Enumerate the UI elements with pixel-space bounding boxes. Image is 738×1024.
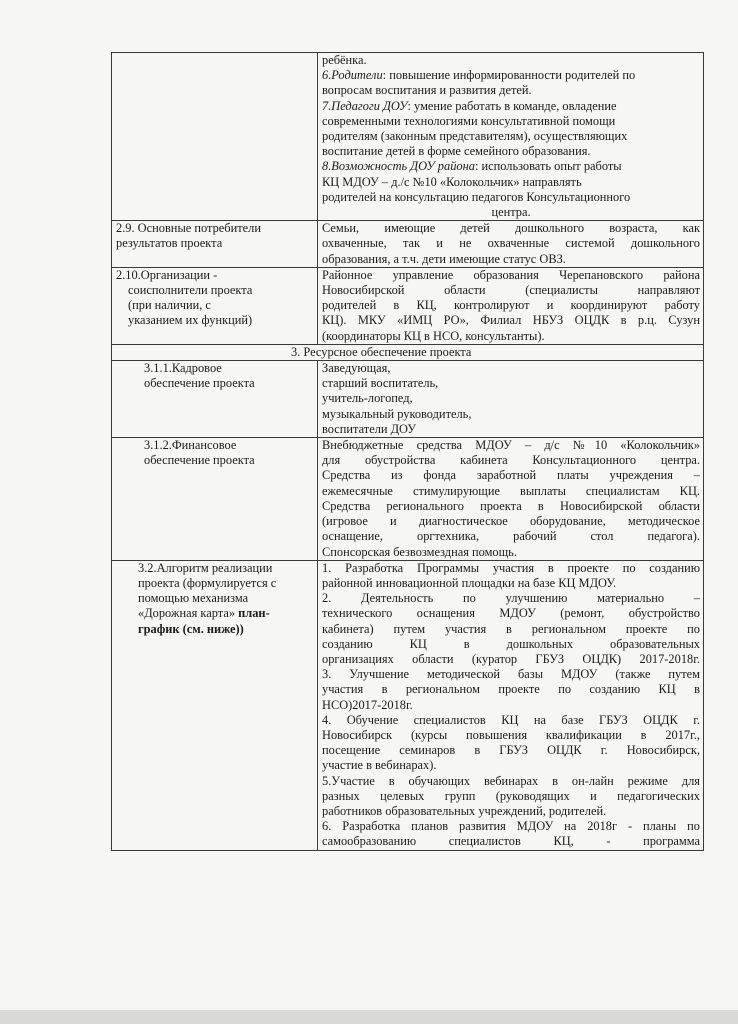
label-line: 2.10.Организации - <box>116 267 218 282</box>
text-line: районной инновационной площадки на базе КЦ МДОУ. <box>322 575 617 590</box>
bold-label-span: план- <box>238 606 270 621</box>
text-line: самообразованию специалистов КЦ, - программа <box>322 834 700 849</box>
row-label-empty <box>112 53 318 221</box>
text-line: оснащение, оргтехника, рабочий стол педагога). <box>322 529 700 544</box>
label-line: 3.2.Алгоритм реализации <box>138 560 273 575</box>
text-line: старший воспитатель, <box>322 376 439 391</box>
project-table <box>111 52 704 851</box>
row-content <box>318 267 704 344</box>
text-line: Внебюджетные средства МДОУ – д/с №10 «Колокольчик» <box>322 438 700 453</box>
text-line: 5.Участие в обучающих вебинарах в он-лайн режиме для <box>322 773 700 788</box>
text-line: родителей в КЦ, контролируют и координируют работу <box>322 298 700 313</box>
label-line: обеспечение проекта <box>144 453 255 468</box>
label-line: соисполнители проекта <box>128 283 253 298</box>
italic-label: 6.Родители <box>322 68 383 83</box>
row-content <box>318 221 704 268</box>
text-line <box>322 159 700 174</box>
text-line: участия в региональном проекте по созданию КЦ в <box>322 682 700 697</box>
row-content <box>318 560 704 850</box>
label-line: (при наличии, с <box>128 298 211 313</box>
text-line: КЦ МДОУ – д./с №10 «Колокольчик» направлять <box>322 174 582 189</box>
text-line: технического оснащения МДОУ (ремонт, обустройство <box>322 606 700 621</box>
text-line: КЦ). МКУ «ИМЦ РО», Филиал НБУЗ ОЦДК в р.ц. Сузун <box>322 313 700 328</box>
scan-edge <box>0 1010 738 1024</box>
table-row <box>112 560 704 850</box>
row-label <box>112 267 318 344</box>
text-line: образования, а т.ч. дети имеющие статус ОВЗ. <box>322 251 566 266</box>
text-line: музыкальный руководитель, <box>322 406 472 421</box>
row-content <box>318 438 704 561</box>
text-line: работников образовательных учреждений, родителей. <box>322 803 607 818</box>
table-row <box>112 361 704 438</box>
text-line: ежемесячные стимулирующие выплаты специалистам КЦ. <box>322 483 700 498</box>
text-line: (координаторы КЦ в НСО, консультанты). <box>322 328 545 343</box>
text-line: Новосибирск (курсы повышения квалификации в 2017г., <box>322 727 700 742</box>
text-line: Средства регионального проекта в Новосибирской области <box>322 498 700 513</box>
table-row <box>112 438 704 561</box>
text-line: посещение семинаров в ГБУЗ ОЦДК г. Новосибирск, <box>322 743 700 758</box>
row-label <box>112 361 318 438</box>
text-span: : повышение информированности родителей по <box>382 68 636 83</box>
row-label <box>112 221 318 268</box>
label-line: помощью механизма <box>138 591 249 606</box>
text-line: разных целевых групп (руководящих и педагогических <box>322 788 700 803</box>
text-line: Районное управление образования Черепановского района <box>322 267 700 282</box>
section-heading <box>112 344 704 360</box>
text-line: современными технологиями консультативной помощи <box>322 113 616 128</box>
table-row <box>112 221 704 268</box>
text-line: Семьи, имеющие детей дошкольного возраста, как <box>322 221 700 236</box>
row-content <box>318 361 704 438</box>
text-line: воспитание детей в форме семейного образования. <box>322 144 591 159</box>
label-line: проекта (формулируется с <box>138 575 277 590</box>
text-line: созданию КЦ в дошкольных образовательных <box>322 636 700 651</box>
section-row <box>112 344 704 360</box>
text-span: : использовать опыт работы <box>474 159 622 174</box>
section-title: 3. Ресурсное обеспечение проекта <box>291 344 472 359</box>
label-line: график (см. ниже)) <box>138 621 244 636</box>
text-line: охваченные, так и не охваченные системой дошкольного <box>322 236 700 251</box>
text-line: вопросам воспитания и развития детей. <box>322 83 532 98</box>
text-line: НСО)2017-2018г. <box>322 697 413 712</box>
text-line: (игровое и диагностическое оборудование, методическое <box>322 514 700 529</box>
text-line: кабинета) путем участия в региональном проекте по <box>322 621 700 636</box>
text-line: воспитатели ДОУ <box>322 421 417 436</box>
text-line: родителей на консультацию педагогов Консультационного <box>322 189 631 204</box>
table-row <box>112 53 704 221</box>
text-line: 2. Деятельность по улучшению материально – <box>322 591 700 606</box>
text-line: родителям (законным представителям), осуществляющих <box>322 129 628 144</box>
italic-label: 7.Педагоги ДОУ <box>322 98 408 113</box>
text-line: Новосибирской области (специалисты направляют <box>322 283 700 298</box>
text-line <box>322 99 700 114</box>
row-content <box>318 53 704 221</box>
label-line: 3.1.2.Финансовое <box>144 438 237 453</box>
label-line: результатов проекта <box>116 236 223 251</box>
text-line: ребёнка. <box>322 53 367 67</box>
label-line: указанием их функций) <box>128 313 253 328</box>
label-line: обеспечение проекта <box>144 376 255 391</box>
text-line: 4. Обучение специалистов КЦ на базе ГБУЗ ОЦДК г. <box>322 712 700 727</box>
text-span: : умение работать в команде, овладение <box>407 98 617 113</box>
text-line: центра. <box>491 205 531 220</box>
text-line: организациях области (куратор ГБУЗ ОЦДК) 2017-2018г. <box>322 651 700 666</box>
text-line: 1. Разработка Программы участия в проекте по созданию <box>322 560 700 575</box>
text-line: участие в вебинарах). <box>322 758 437 773</box>
text-line: учитель-логопед, <box>322 391 413 406</box>
text-line: 6. Разработка планов развития МДОУ на 2018г - планы по <box>322 819 700 834</box>
row-label <box>112 560 318 850</box>
label-line <box>138 606 314 621</box>
label-line: 2.9. Основные потребители <box>116 221 261 236</box>
label-span: «Дорожная карта» <box>138 606 239 621</box>
text-line: Заведующая, <box>322 361 391 376</box>
text-line: Спонсорская безвозмездная помощь. <box>322 544 517 559</box>
text-line: для обустройства кабинета Консультационного центра. <box>322 453 700 468</box>
text-line: Средства из фонда заработной платы учреждения – <box>322 468 700 483</box>
table-row <box>112 267 704 344</box>
text-line: 3. Улучшение методической базы МДОУ (также путем <box>322 667 700 682</box>
label-line: 3.1.1.Кадровое <box>144 361 222 376</box>
text-line <box>322 68 700 83</box>
row-label <box>112 438 318 561</box>
italic-label: 8.Возможность ДОУ района <box>322 159 475 174</box>
